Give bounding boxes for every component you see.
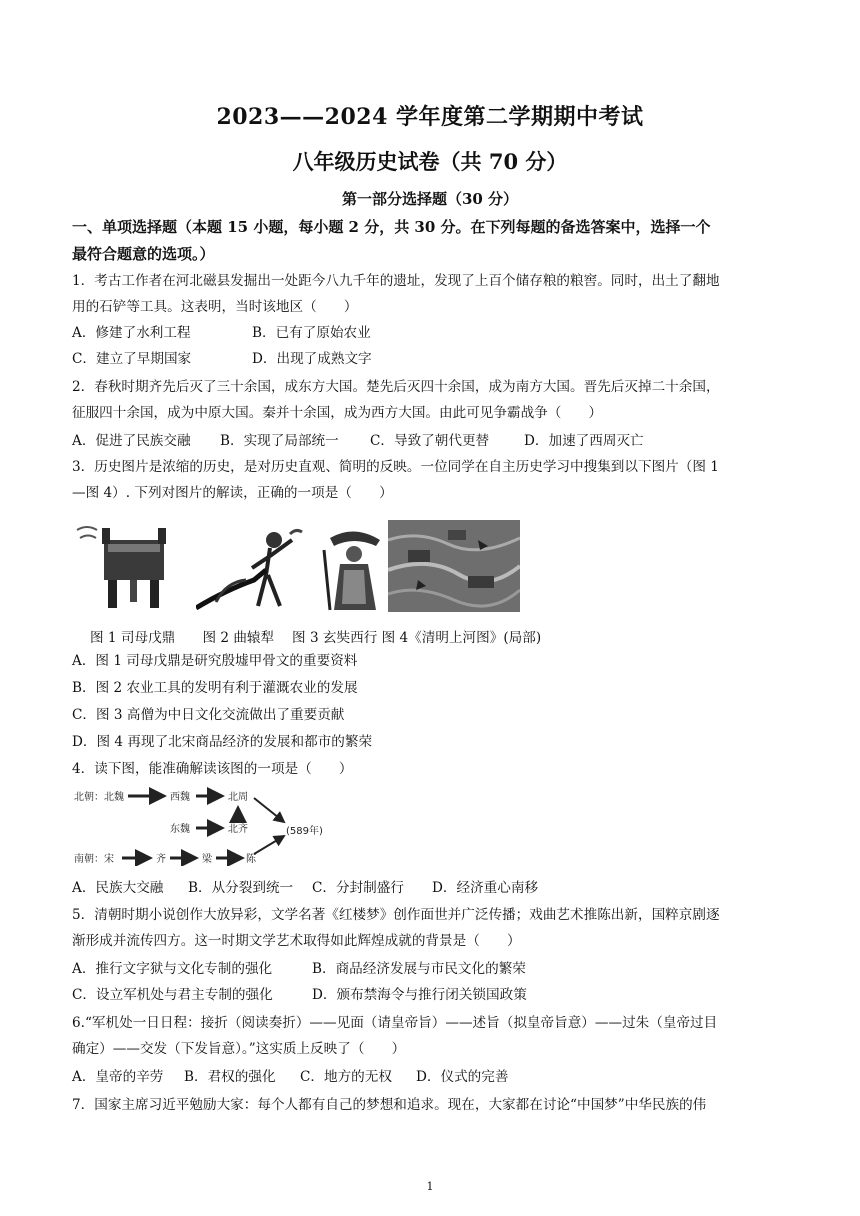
- q1-option-b: B．已有了原始农业: [252, 325, 371, 341]
- q2-option-b: B．实现了局部统一: [220, 433, 339, 449]
- page-number: 1: [426, 1180, 434, 1193]
- q3-option-a: A．图 1 司母戊鼎是研究殷墟甲骨文的重要资料: [72, 653, 358, 669]
- qingming-scroll-image: [388, 520, 520, 612]
- q5-options-row1: [72, 956, 796, 982]
- q1-options-row1: [72, 320, 796, 346]
- q4-option-a: A．民族大交融: [72, 880, 164, 896]
- q2-option-c: C．导致了朝代更替: [370, 433, 490, 449]
- q1-stem-line2: 用的石铲等工具。这表明，当时该地区（ ）: [72, 299, 358, 315]
- q2-options-row: [72, 428, 796, 454]
- part-heading: 第一部分选择题（30 分）: [341, 190, 519, 208]
- north-zhou-label: 北周: [228, 792, 248, 803]
- section-heading-line2: 最符合题意的选项。）: [72, 245, 215, 263]
- q1-options-row2: [72, 346, 796, 372]
- q1-option-c: C．建立了早期国家: [72, 351, 192, 367]
- q2-stem-line2: 征服四十余国，成为中原大国。秦并十余国，成为西方大国。由此可见争霸战争（ ）: [72, 405, 603, 421]
- q2-option-a: A．促进了民族交融: [72, 433, 191, 449]
- q5-option-a: A．推行文字狱与文化专制的强化: [72, 961, 273, 977]
- east-wei-label: 东魏: [170, 824, 190, 835]
- chen-label: 陈: [246, 854, 256, 865]
- q4-option-c: C．分封制盛行: [312, 880, 404, 896]
- liang-label: 梁: [202, 854, 212, 865]
- q7-stem-line1: 7．国家主席习近平勉励大家：每个人都有自己的梦想和追求。现在，大家都在讨论“中国梦”中华民族的伟: [72, 1097, 707, 1113]
- q6-option-b: B．君权的强化: [184, 1069, 276, 1085]
- xuanzang-image: [320, 520, 388, 612]
- q4-option-d: D．经济重心南移: [432, 880, 539, 896]
- q4-stem: 4．读下图，能准确解读该图的一项是（ ）: [72, 761, 353, 777]
- q6-option-c: C．地方的无权: [300, 1069, 392, 1085]
- section-heading-line1: 一、单项选择题（本题 15 小题，每小题 2 分，共 30 分。在下列每题的备选答案中，选择一个: [72, 218, 711, 236]
- south-dynasty-label: 南朝：宋: [74, 854, 114, 865]
- q6-options-row: [72, 1064, 796, 1090]
- q6-option-a: A．皇帝的辛劳: [72, 1069, 164, 1085]
- q4-option-b: B．从分裂到统一: [188, 880, 294, 896]
- north-dynasty-label: 北朝：北魏: [74, 792, 124, 803]
- q5-option-b: B．商品经济发展与市民文化的繁荣: [312, 961, 526, 977]
- exam-subtitle: 八年级历史试卷（共 70 分）: [292, 149, 568, 174]
- q6-stem-line2: 确定）——交发（下发旨意）。”这实质上反映了（ ）: [72, 1041, 406, 1057]
- q3-stem-line2: —图 4）. 下列对图片的解读，正确的一项是（ ）: [72, 485, 393, 501]
- q3-figure-strip: [72, 520, 522, 612]
- q4-options-row: [72, 875, 796, 901]
- q5-option-c: C．设立军机处与君主专制的强化: [72, 987, 273, 1003]
- q2-option-d: D．加速了西周灭亡: [524, 433, 644, 449]
- q3-stem-line1: 3．历史图片是浓缩的历史，是对历史直观、简明的反映。一位同学在自主历史学习中搜集到以下图片（图 1: [72, 459, 719, 475]
- q5-options-row2: [72, 982, 796, 1008]
- q6-option-d: D．仪式的完善: [416, 1069, 509, 1085]
- qi-label: 齐: [156, 854, 166, 865]
- q1-option-a: A．修建了水利工程: [72, 325, 191, 341]
- west-wei-label: 西魏: [170, 792, 190, 803]
- dynasty-flow-diagram: [72, 786, 352, 866]
- north-qi-label: 北齐: [228, 824, 248, 835]
- curved-plough-image: [196, 520, 316, 612]
- q6-stem-line1: 6.“军机处一日日程：接折（阅读奏折）——见面（请皇帝旨）——述旨（拟皇帝旨意）——过朱（皇帝过目: [72, 1015, 718, 1031]
- q5-stem-line1: 5．清朝时期小说创作大放异彩，文学名著《红楼梦》创作面世并广泛传播；戏曲艺术推陈出新，国粹京剧逐: [72, 907, 720, 923]
- q3-option-c: C．图 3 高僧为中日文化交流做出了重要贡献: [72, 707, 345, 723]
- ding-vessel-image: [72, 520, 192, 612]
- exam-title: 2023——2024 学年度第二学期期中考试: [216, 104, 644, 130]
- q5-stem-line2: 渐形成并流传四方。这一时期文学艺术取得如此辉煌成就的背景是（ ）: [72, 933, 521, 949]
- q3-option-d: D．图 4 再现了北宋商品经济的发展和都市的繁荣: [72, 734, 373, 750]
- q2-stem-line1: 2．春秋时期齐先后灭了三十余国，成东方大国。楚先后灭四十余国，成为南方大国。晋先后灭掉二十余国，: [72, 379, 720, 395]
- q1-stem-line1: 1．考古工作者在河北磁县发掘出一处距今八九千年的遗址，发现了上百个储存粮的粮窖。同时，出土了翻地: [72, 273, 720, 289]
- year-589-label: (589年): [286, 826, 323, 837]
- q3-figure-captions: 图 1 司母戊鼎 图 2 曲辕犁 图 3 玄奘西行 图 4《清明上河图》(局部): [90, 630, 542, 646]
- q1-option-d: D．出现了成熟文字: [252, 351, 372, 367]
- q3-option-b: B．图 2 农业工具的发明有利于灌溉农业的发展: [72, 680, 358, 696]
- q5-option-d: D．颁布禁海令与推行闭关锁国政策: [312, 987, 527, 1003]
